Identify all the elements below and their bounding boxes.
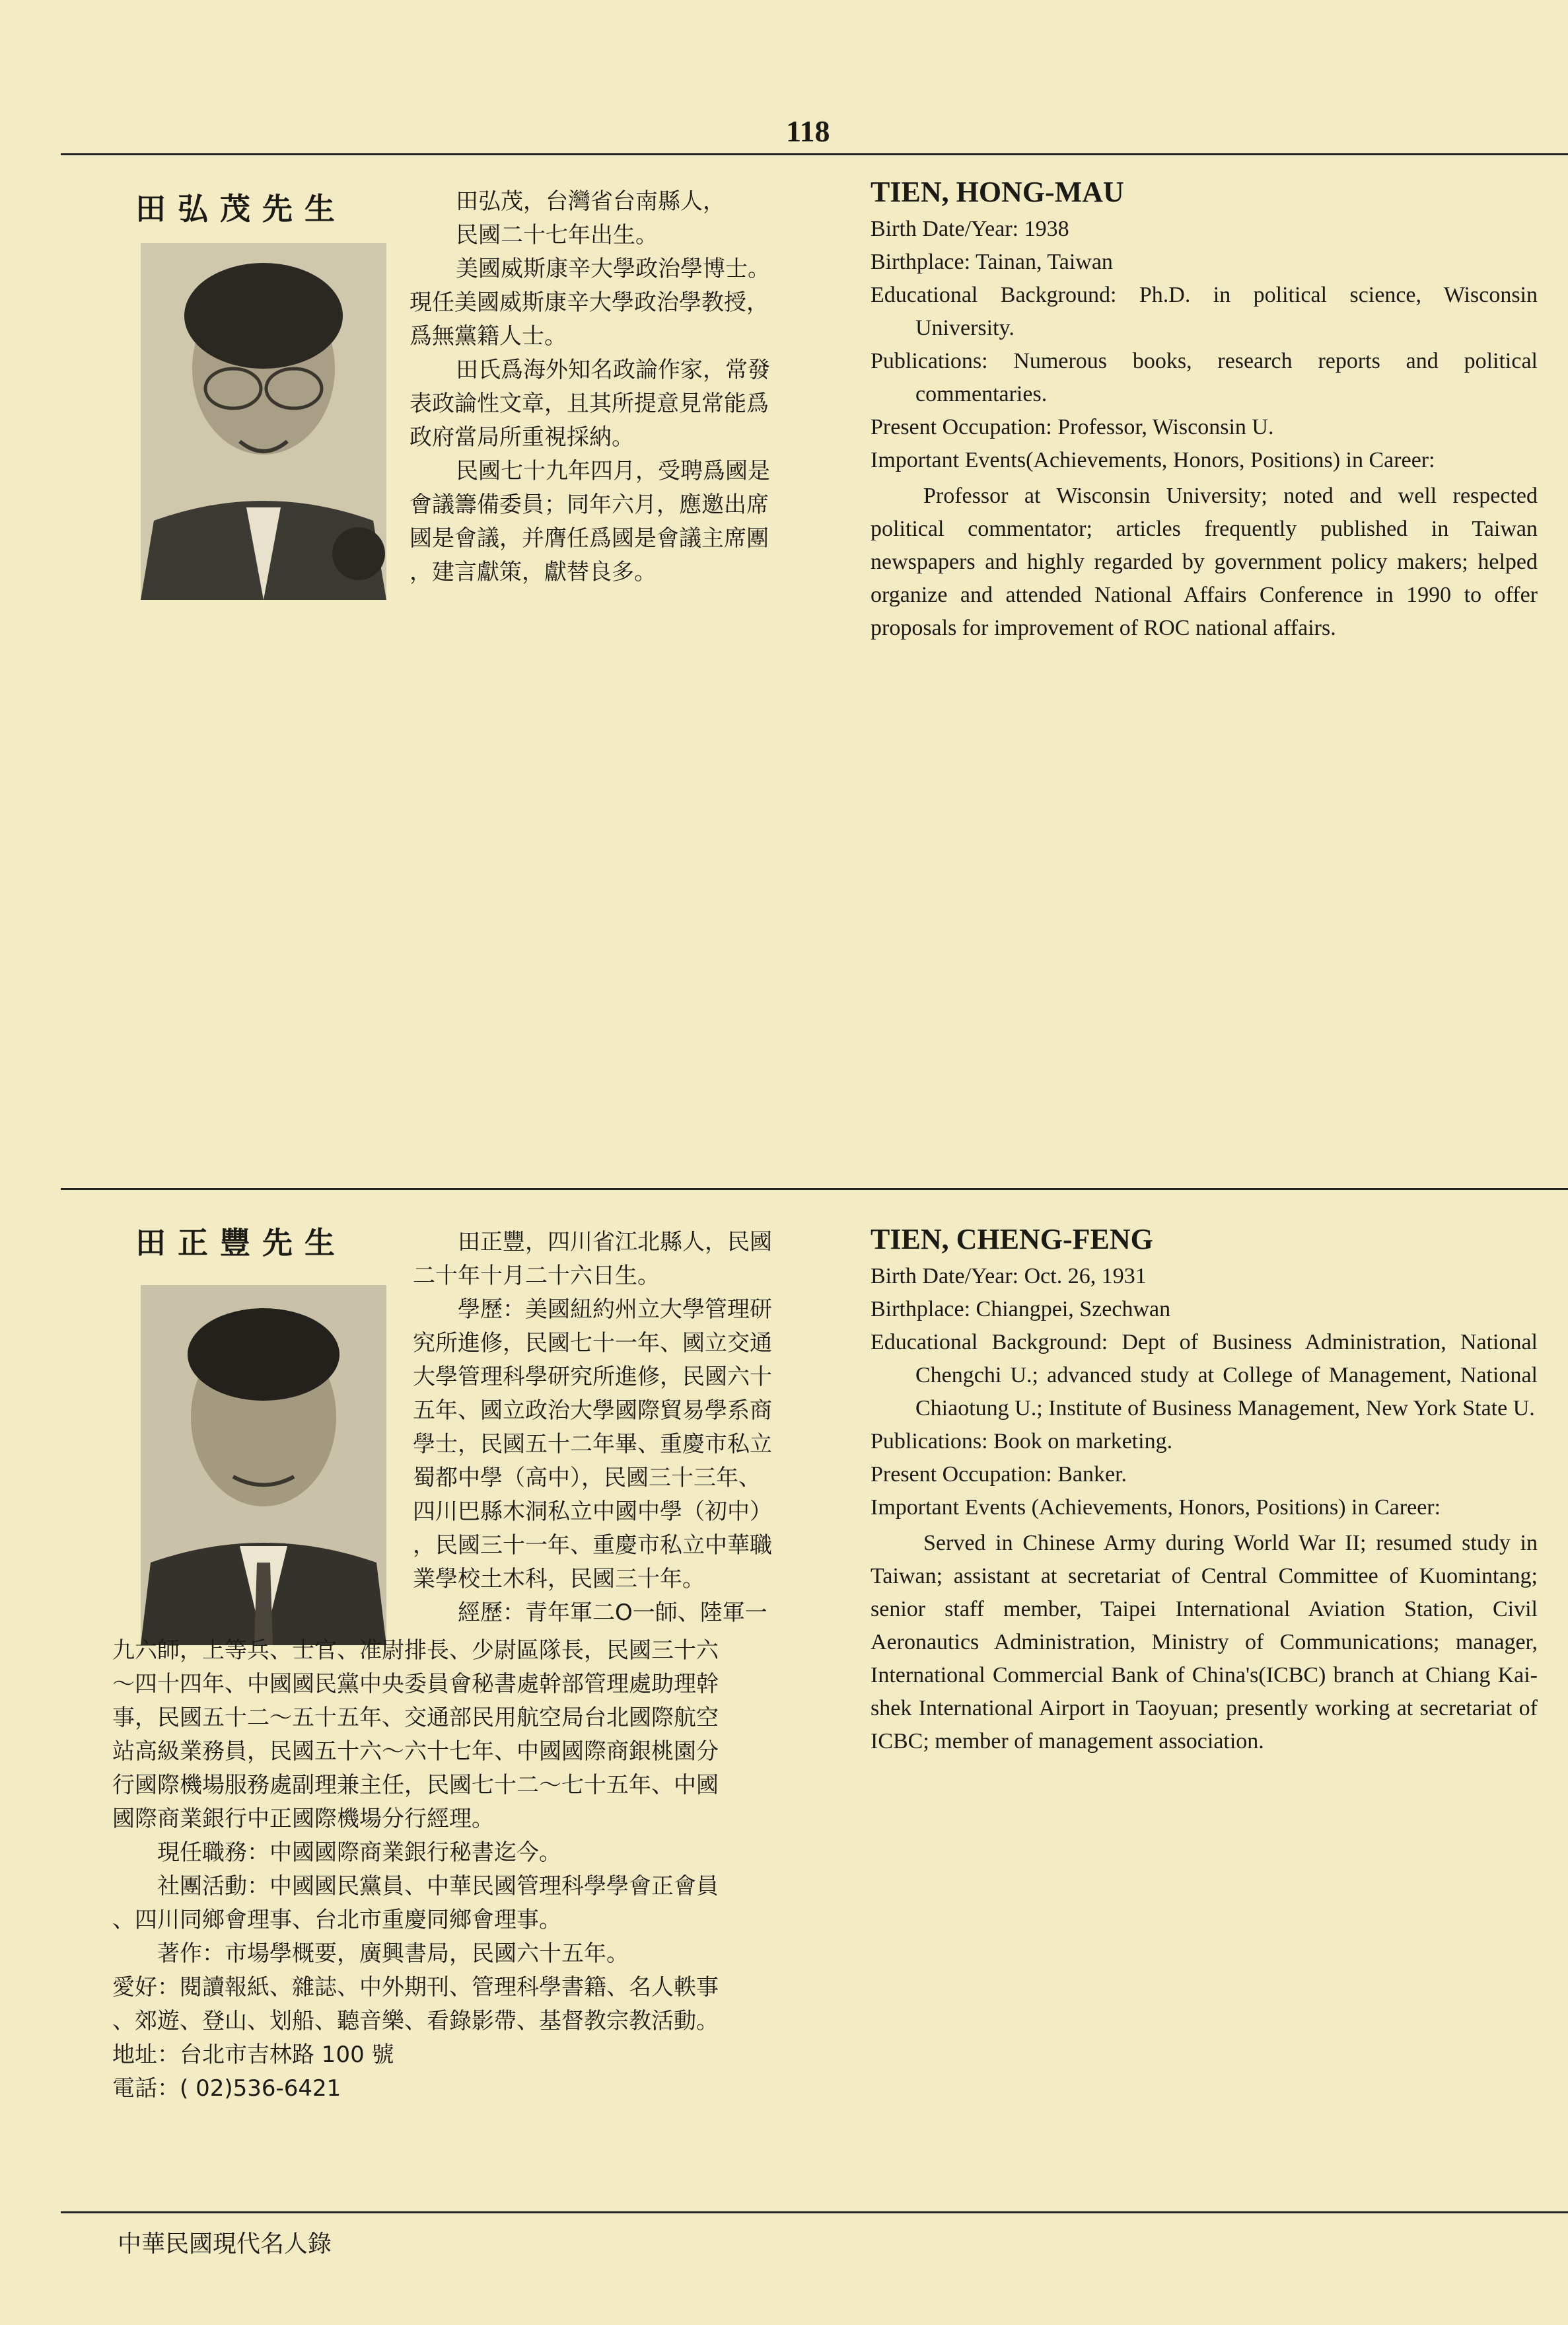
cn-line: 爲無黨籍人士。 (410, 323, 567, 350)
portrait-photo (141, 243, 386, 600)
cn-biography-full (112, 1634, 812, 2106)
portrait-photo (141, 1285, 386, 1645)
cn-line: 二十年十月二十六日生。 (413, 1263, 660, 1289)
cn-line: 蜀都中學（高中），民國三十三年、 (413, 1465, 761, 1491)
cn-line: ，建言獻策，獻替良多。 (410, 559, 657, 585)
middle-rule (61, 1188, 1568, 1190)
cn-line: 現任美國威斯康辛大學政治學教授， (410, 289, 769, 316)
cn-line: 經歷：青年軍二O一師、陸軍一 (458, 1600, 767, 1626)
cn-line: 九六師，上等兵、士官、准尉排長、少尉區隊長，民國三十六 (112, 1637, 719, 1664)
cn-line: 表政論性文章，且其所提意見常能爲 (410, 390, 769, 417)
en-biography (871, 1219, 1538, 1758)
cn-line: 國際商業銀行中正國際機場分行經理。 (112, 1806, 494, 1832)
en-field: Present Occupation: Professor, Wisconsin U. (871, 415, 1274, 439)
cn-line: 、郊遊、登山、划船、聽音樂、看錄影帶、基督教宗教活動。 (112, 2008, 719, 2034)
entry-tien-cheng-feng (0, 1206, 1568, 2197)
en-field: Birth Date/Year: Oct. 26, 1931 (871, 1264, 1147, 1288)
en-field: Important Events(Achievements, Honors, Positions) in Career: (871, 448, 1435, 472)
cn-line: ，民國三十一年、重慶市私立中華職 (413, 1532, 772, 1559)
en-field: Present Occupation: Banker. (871, 1462, 1127, 1487)
cn-line: 地址：台北市吉林路 100 號 (112, 2042, 394, 2068)
cn-line: 五年、國立政治大學國際貿易學系商 (413, 1397, 772, 1424)
cn-line: 、四川同鄉會理事、台北市重慶同鄉會理事。 (112, 1907, 561, 1933)
cn-line: 行國際機場服務處副理兼主任，民國七十二～七十五年、中國 (112, 1772, 719, 1798)
cn-line: 站高級業務員，民國五十六～六十七年、中國國際商銀桃園分 (112, 1738, 719, 1765)
en-field: Publications: Numerous books, research reports and political commentaries. (871, 349, 1538, 406)
cn-line: 事，民國五十二～五十五年、交通部民用航空局台北國際航空 (112, 1705, 719, 1731)
cn-line: 國是會議，并膺任爲國是會議主席團 (410, 525, 769, 552)
cn-line: 四川巴縣木洞私立中國中學（初中） (413, 1498, 772, 1525)
en-field: Birthplace: Tainan, Taiwan (871, 250, 1113, 274)
cn-biography (410, 185, 812, 589)
cn-line: 業學校土木科，民國三十年。 (413, 1566, 705, 1592)
cn-line: 現任職務：中國國際商業銀行秘書迄今。 (157, 1839, 561, 1866)
cn-line: 大學管理科學研究所進修，民國六十 (413, 1364, 772, 1390)
en-field: Birth Date/Year: 1938 (871, 217, 1069, 241)
footer-title: 中華民國現代名人錄 (118, 2231, 332, 2258)
cn-line: 愛好：閱讀報紙、雜誌、中外期刊、管理科學書籍、名人軼事 (112, 1974, 719, 2001)
cn-line: 會議籌備委員；同年六月，應邀出席 (410, 492, 769, 518)
cn-line: 社團活動：中國國民黨員、中華民國管理科學學會正會員 (157, 1873, 719, 1900)
en-field: Publications: Book on marketing. (871, 1429, 1173, 1454)
cn-line: 民國二十七年出生。 (456, 222, 658, 248)
cn-biography-side (413, 1226, 809, 1630)
en-field: Educational Background: Ph.D. in political science, Wisconsin University. (871, 283, 1538, 340)
cn-line: 田正豐，四川省江北縣人，民國 (458, 1229, 772, 1255)
page-number: 118 (786, 114, 830, 148)
entry-tien-hong-mau (0, 172, 1568, 1163)
cn-line: 民國七十九年四月，受聘爲國是 (456, 458, 770, 484)
cn-name: 田弘茂先生 (135, 191, 347, 227)
cn-line: 學歷：美國紐約州立大學管理研 (458, 1296, 772, 1323)
top-rule (61, 153, 1568, 155)
cn-line: 著作：市場學概要，廣興書局，民國六十五年。 (157, 1940, 629, 1967)
cn-line: 究所進修，民國七十一年、國立交通 (413, 1330, 772, 1356)
cn-line: 田氏爲海外知名政論作家，常發 (456, 357, 770, 383)
bottom-rule (61, 2211, 1568, 2213)
en-career-paragraph: Professor at Wisconsin University; noted and well respected political commentator; articles frequently published in Taiwan newspapers and highly regarded by government policy makers; helped organize and attended National Affairs Conference in 1990 to offer proposals for improvement of ROC national affairs. (871, 484, 1538, 640)
en-name: TIEN, CHENG-FENG (871, 1223, 1153, 1255)
cn-line: 田弘茂，台灣省台南縣人， (456, 188, 725, 215)
cn-line: 美國威斯康辛大學政治學博士。 (456, 256, 770, 282)
en-career-paragraph: Served in Chinese Army during World War II; resumed study in Taiwan; assistant at secretariat of Central Committee of Kuomintang; senior staff member, Taipei International Aviation Station, Civil Aeronautics Administration, Ministry of Communications; manager, International Commercial Bank of China's(ICBC) branch at Chiang Kai-shek International Airport in Taoyuan; presently working at secretariat of ICBC; member of management association. (871, 1531, 1538, 1753)
en-field: Educational Background: Dept of Business Administration, National Chengchi U.; advanced study at College of Management, National Chiaotung U.; Institute of Business Management, New York State U. (871, 1330, 1538, 1421)
en-field: Important Events (Achievements, Honors, Positions) in Career: (871, 1495, 1441, 1520)
en-biography (871, 172, 1538, 645)
cn-name: 田正豐先生 (135, 1225, 347, 1261)
cn-line: 政府當局所重視採納。 (410, 424, 634, 451)
cn-line: ～四十四年、中國國民黨中央委員會秘書處幹部管理處助理幹 (112, 1671, 719, 1697)
en-field: Birthplace: Chiangpei, Szechwan (871, 1297, 1171, 1321)
en-name: TIEN, HONG-MAU (871, 176, 1124, 208)
cn-line: 學士，民國五十二年畢、重慶市私立 (413, 1431, 772, 1458)
cn-line: 電話：( 02)536-6421 (112, 2075, 341, 2102)
